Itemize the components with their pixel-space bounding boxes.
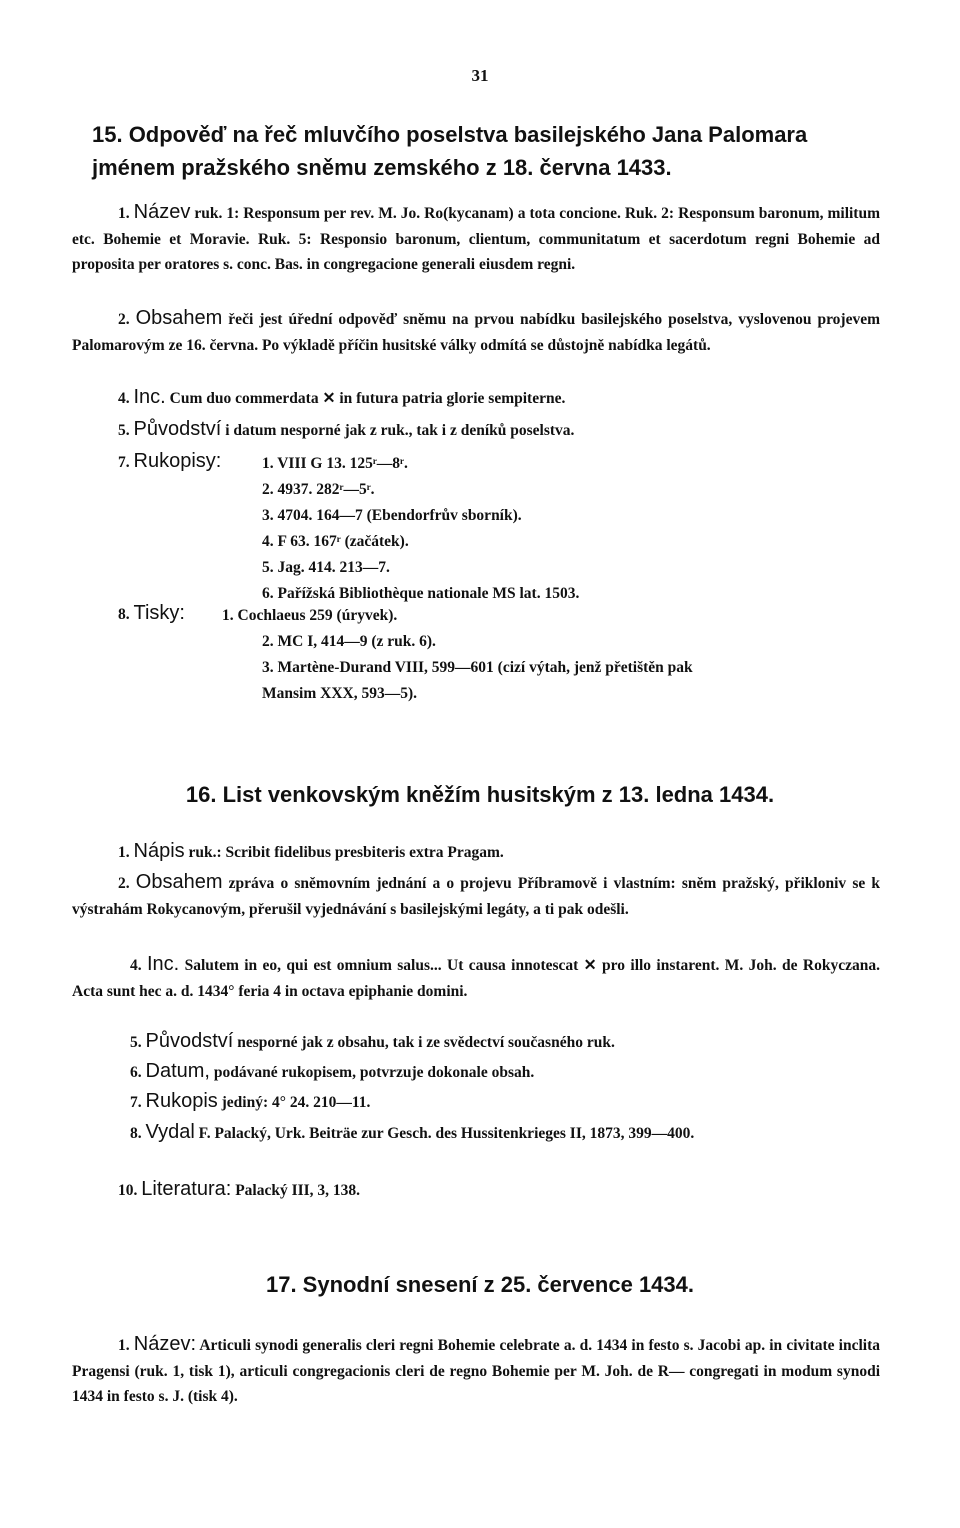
item-number: 1. [118,844,130,861]
item-key: Inc. [133,386,166,408]
item-text: nesporné jak z obsahu, tak i ze svědectví současného ruk. [233,1034,615,1051]
item-key: Původství [133,418,222,440]
item-key: Vydal [145,1121,195,1143]
item-text: F. Palacký, Urk. Beiträe zur Gesch. des Hussitenkrieges II, 1873, 399—400. [194,1125,695,1142]
print-entry: 1. Cochlaeus 259 (úryvek). [222,607,398,624]
page-number: 31 [471,66,489,85]
item-text: zpráva o sněmovním jednání a o projevu Příbramově i vlastním: sněm pražský, přikloniv se k výstrahám Rokycanovým, přerušil vyjednávání s basilejskými legáty, a ti pak odešli. [72,875,881,918]
item-text: Cum duo commerdata ✕ in futura patria glorie sempiterne. [165,390,566,407]
item-key: Rukopis [145,1090,218,1112]
sec16-item-8 [72,1120,880,1147]
item-text: Salutem in eo, qui est omnium salus... Ut causa innotescat ✕ pro illo instarent. M. Joh. de Rokyczana. Acta sunt hec a. d. 1434° feria 4 in octava epiphanie domini. [72,957,880,1000]
manuscript-entry: 6. Pařížská Bibliothèque nationale MS lat. 1503. [262,585,580,602]
item-number: 7. [130,1094,142,1111]
item-text: i datum nesporné jak z ruk., tak i z deníků poselstva. [221,422,575,439]
item-key: Obsahem [135,871,223,893]
item-number: 2. [118,875,130,892]
print-entry: 3. Martène-Durand VIII, 599—601 (cizí výtah, jenž přetištěn pak [262,659,693,676]
sec16-item-2 [72,870,880,922]
item-number: 4. [130,957,142,974]
item-number: 7. [118,454,130,471]
item-key: Datum, [145,1060,210,1082]
sec15-item-5 [118,418,574,441]
section-17-title: 17. Synodní snesení z 25. července 1434. [265,1272,694,1297]
item-number: 6. [130,1064,142,1081]
sec15-item-1 [72,200,880,278]
item-key: Literatura: [141,1178,232,1200]
sec16-item-5 [130,1030,615,1053]
item-number: 8. [118,606,130,623]
item-number: 5. [118,422,130,439]
manuscript-entry: 4. F 63. 167ʳ (začátek). [262,533,409,550]
item-text: ruk.: Scribit fidelibus presbiteris extra Pragam. [184,844,504,861]
item-text: podávané rukopisem, potvrzuje dokonale obsah. [209,1064,535,1081]
item-text: řeči jest úřední odpověď sněmu na prvou nabídku basilejského poselstva, vyslovenou projevem Palomarovým ze 16. června. Po výkladě příčin husitské války odmítá se důstojně nabídka legátů. [72,311,881,354]
manuscript-entry: 2. 4937. 282ʳ—5ʳ. [262,481,375,498]
item-number: 1. [118,205,130,222]
sec15-item-4 [118,386,565,409]
manuscript-entry: 5. Jag. 414. 213—7. [262,559,390,576]
item-number: 2. [118,311,130,328]
item-text: ruk. 1: Responsum per rev. M. Jo. Ro(kycanam) a tota concione. Ruk. 2: Responsum baronum, militum etc. Bohemie et Moravie. Ruk. 5: Responsio baronum, clientum, communitatum et sacerdotum regni Bohemie ad proposita per oratores s. conc. Bas. in congregacione generali eiusdem regni. [72,205,881,273]
item-key: Původství [145,1030,234,1052]
sec15-item-7 [118,450,221,473]
item-key: Nápis [133,840,185,862]
section-16-title: 16. List venkovským kněžím husitským z 13. ledna 1434. [185,782,775,807]
sec16-item-1 [118,840,504,863]
item-number: 8. [130,1125,142,1142]
print-entry: Mansim XXX, 593—5). [262,685,417,702]
manuscript-entry: 1. VIII G 13. 125ʳ—8ʳ. [262,455,408,472]
item-key: Inc. [147,953,180,975]
sec16-item-4 [72,952,880,1004]
item-number: 4. [118,390,130,407]
item-text: Palacký III, 3, 138. [231,1182,361,1199]
sec16-item-10 [118,1178,360,1201]
item-key: Název: [133,1333,197,1355]
item-text: Articuli synodi generalis cleri regni Bohemie celebrate a. d. 1434 in festo s. Jacobi ap. in civitate inclita Pragensi (ruk. 1, tisk 1), articuli congregacionis cleri de regno Bohemie per M. Joh. de R— congregati in modum synodi 1434 in festo s. J. (tisk 4). [72,1337,881,1405]
item-number: 1. [118,1337,130,1354]
sec15-item-2 [72,306,880,358]
sec16-item-7 [130,1090,370,1113]
sec15-item-8 [118,602,185,625]
section-15-title: 15. Odpověď na řeč mluvčího poselstva basilejského Jana Palomara jménem pražského sněmu zemského z 18. června 1433. [92,122,808,180]
item-number: 5. [130,1034,142,1051]
manuscript-entry: 3. 4704. 164—7 (Ebendorfrův sborník). [262,507,522,524]
item-key: Obsahem [135,307,223,329]
sec17-item-1 [72,1332,880,1410]
item-key: Rukopisy: [133,450,222,472]
item-key: Tisky: [133,602,185,624]
sec16-item-6 [130,1060,534,1083]
print-entry: 2. MC I, 414—9 (z ruk. 6). [262,633,436,650]
item-number: 10. [118,1182,138,1199]
item-key: Název [133,201,191,223]
item-text: jediný: 4° 24. 210—11. [217,1094,371,1111]
